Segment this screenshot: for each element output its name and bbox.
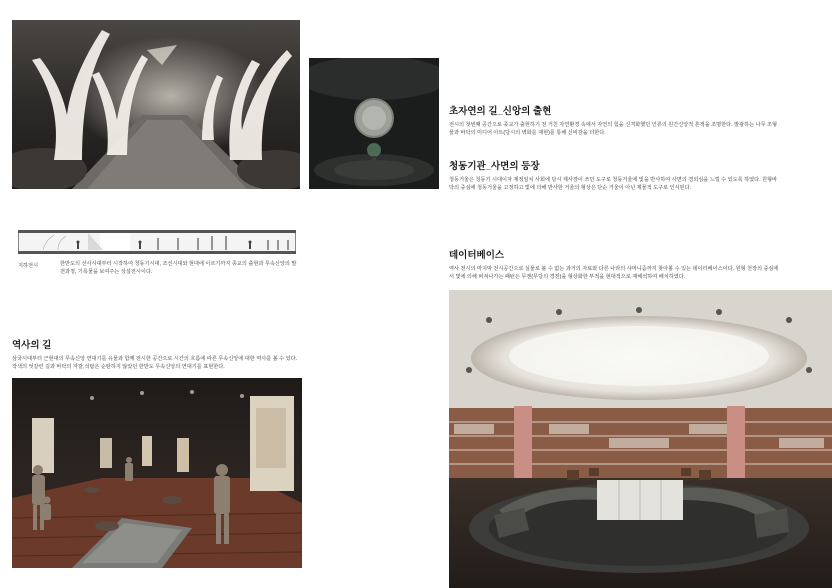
database-title: 데이터베이스 (449, 250, 505, 261)
underground-body: 한반도의 선사시대부터 시작하여 청동기시대, 조선시대와 현대에 이르기까지 종교의 출현과 무속신앙의 발전과정, 기록물을 보여주는 상설전시이다. (60, 261, 297, 275)
history-title: 역사의 길 (12, 340, 52, 351)
nature-title: 초자연의 길_신앙의 출현 (449, 106, 552, 117)
history-body: 삼국시대부터 근현대의 무속신앙 연대기를 유물과 함께 전시한 공간으로 시간의 흐름에 따른 무속신앙에 대한 역사를 볼 수 있다. 작색의 엇갈린 길과 바닥의 자갈,석탑은 순탄하지 않았던 한반도 무속신앙의 연대기를 표현한다. (12, 356, 298, 370)
database-render (449, 290, 832, 588)
forest-path-render (12, 20, 300, 189)
underground-label: 지하전시 (18, 263, 39, 269)
history-path-render (12, 378, 302, 568)
database-body: 역사 전시의 마지막 전시공간으로 실물로 볼 수 없는 과거의 자료와 다른 나라의 샤머니즘까지 찾아볼 수 있는 데이터베이스이다. 원형 천장의 중심에서 빛에 의해 퍼져나가는 패턴은 무겐(무당의 경전)을 형상화한 부적을 현대적으로 재해석하여 배치하였다. (449, 266, 779, 280)
bronze-body: 청동거울은 청동기 시대이자 제정일치 사회에 당시 제사장이 쓰던 도구로 청동거울에 빛을 반사하여 사면의 경외심을 느낄 수 있도록 하였다. 원형바닥의 중심에 청동거울을 고정하고 빛에 의해 반사한 거울의 형상은 단순 거울이 아닌 제물적 도구로 인식된다. (449, 177, 778, 191)
bronze-mirror-render (309, 58, 439, 189)
bronze-title: 청동기관_사면의 등장 (449, 161, 540, 172)
nature-body: 전시의 첫번째 공간으로 종교가 출현하기 전 거친 자연환경 속에서 자연의 힘을 신격화했던 인류의 원간신앙적 흔적을 조명한다. 발광하는 나무 조형물과 바닥의 미디어 아트(당시의 벽화를 재현)를 통해 신비감을 더한다. (449, 122, 778, 136)
underground-section-drawing (18, 230, 296, 254)
